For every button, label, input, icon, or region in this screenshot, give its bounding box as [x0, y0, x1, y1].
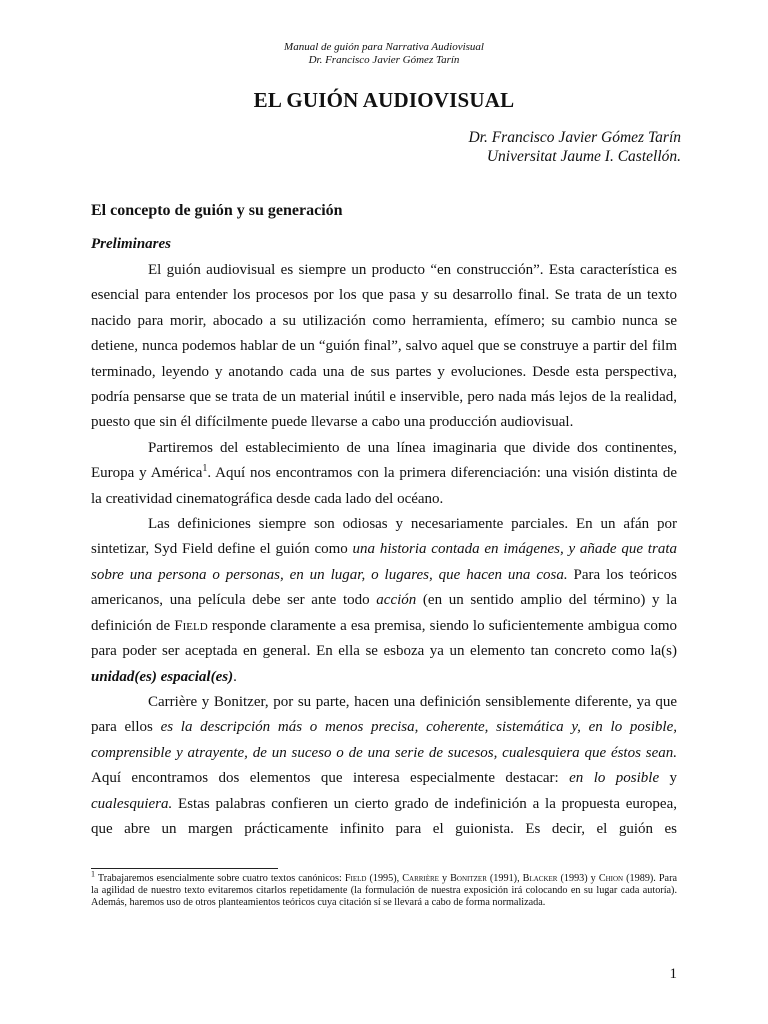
paragraph-4-emphasis-1: en lo posible — [569, 770, 660, 787]
author-affiliation: Universitat Jaume I. Castellón. — [486, 148, 681, 165]
paragraph-3-text-5: . — [233, 668, 237, 685]
paragraph-3-text-4: responde claramente a esa premisa, siendo lo suficientemente ambigua como para poder ser aceptada en general. En ella se esboza ya un elemento tan concreto como la(s) — [91, 617, 677, 660]
footnote-reference[interactable]: 1 — [202, 463, 208, 475]
footnote-separator — [91, 868, 278, 869]
author-smallcaps: Field — [174, 617, 208, 634]
paragraph-2 — [91, 436, 677, 512]
paragraph-4-text-2: Aquí encontramos dos elementos que interesa especialmente destacar: — [91, 770, 570, 787]
header-line-1: Manual de guión para Narrativa Audiovisual — [284, 41, 484, 53]
subsection-title: Preliminares — [91, 236, 172, 252]
footnote-mark: 1 — [91, 869, 95, 879]
paragraph-2-text-b: . Aquí nos encontramos con la primera diferenciación: una visión distinta de la creatividad cinematográfica desde cada lado del océano. — [91, 465, 677, 507]
page-number: 1 — [669, 966, 677, 982]
footnote-author-blacker: Blacker — [522, 873, 558, 884]
footnote-text-4: (1991), — [486, 873, 523, 884]
footnote-author-chion: Chion — [598, 873, 624, 884]
header-line-2: Dr. Francisco Javier Gómez Tarín — [308, 54, 460, 66]
paragraph-4 — [91, 690, 677, 842]
footnote-author-bonitzer: Bonitzer — [450, 873, 487, 884]
footnote-text-3: y — [438, 873, 451, 884]
footnote-text-2: (1995), — [366, 873, 403, 884]
running-header — [0, 41, 768, 67]
author-name: Dr. Francisco Javier Gómez Tarín — [468, 129, 681, 146]
paragraph-3-text-1: Las definiciones siempre son odiosas y necesariamente parciales. En un afán por sintetizar, Syd Field define el guión como — [91, 516, 677, 558]
paragraph-3-text-3: (en un sentido amplio del término) y la definición de — [91, 592, 678, 634]
paragraph-4-emphasis-2: cualesquiera. — [91, 795, 173, 812]
paragraph-3-quote: una historia contada en imágenes, y añade que trata sobre una persona o personas, en un lugar, o lugares, que hacen una cosa. — [91, 541, 677, 583]
paragraph-3-emphasis: acción — [376, 592, 417, 609]
paragraph-4-quote: es la descripción más o menos precisa, coherente, sistemática y, en lo posible, comprensible y atrayente, de un suceso o de una serie de sucesos, cualesquiera que éstos sean. — [91, 719, 677, 761]
footnote-text-5: (1993) y — [557, 873, 599, 884]
paragraph-1 — [91, 258, 677, 436]
section-title: El concepto de guión y su generación — [91, 202, 343, 219]
footnote-author-field: Field — [344, 873, 367, 884]
paragraph-4-text-1: Carrière y Bonitzer, por su parte, hacen una definición sensiblemente diferente, ya que para ellos — [91, 693, 677, 736]
document-title: EL GUIÓN AUDIOVISUAL — [253, 88, 515, 112]
paragraph-1-text: El guión audiovisual es siempre un producto “en construcción”. Esta característica es esencial para entender los procesos por los que pasa y su desarrollo final. Se trata de un texto nacido para morir, abocado a su utilización como herramienta, efímero; su cambio nunca se detiene, nunca podemos hablar de un “guión final”, salvo aquel que se construye a partir del film terminado, leyendo y anotando cada una de sus partes y evoluciones. Desde esta perspectiva, podría pensarse que se trata de un material inútil e inservible, pero nada más lejos de la realidad, puesto que sin él difícilmente puede llevarse a cabo una producción audiovisual. — [91, 262, 677, 431]
paragraph-4-text-4: Estas palabras confieren un cierto grado de indefinición a la propuesta europea, que abre un margen prácticamente infinito para el guionista. Es decir, el guión es — [91, 795, 677, 837]
footnote-text-6: (1989). Para la agilidad de nuestro texto evitaremos citarlos repetidamente (la formulación de nuestra exposición irá colocando en su lugar cada autoría). Además, haremos uso de otros planteamientos teóricos cuya citación sí se llevará a cabo de forma normalizada. — [91, 873, 677, 909]
footnote — [91, 869, 677, 910]
paragraph-3-key-term: unidad(es) espacial(es) — [91, 668, 234, 685]
paragraph-3-text-2: Para los teóricos americanos, una película debe ser ante todo — [91, 566, 677, 609]
author-block — [468, 128, 681, 166]
footnote-text-1: Trabajaremos esencialmente sobre cuatro textos canónicos: — [95, 873, 345, 884]
paragraph-3 — [91, 512, 677, 690]
footnote-author-carriere: Carrière — [402, 873, 439, 884]
body-text — [91, 258, 677, 842]
paragraph-4-text-3: y — [659, 770, 678, 787]
paragraph-2-text-a: Partiremos del establecimiento de una línea imaginaria que divide dos continentes, Europa y América — [91, 439, 677, 482]
